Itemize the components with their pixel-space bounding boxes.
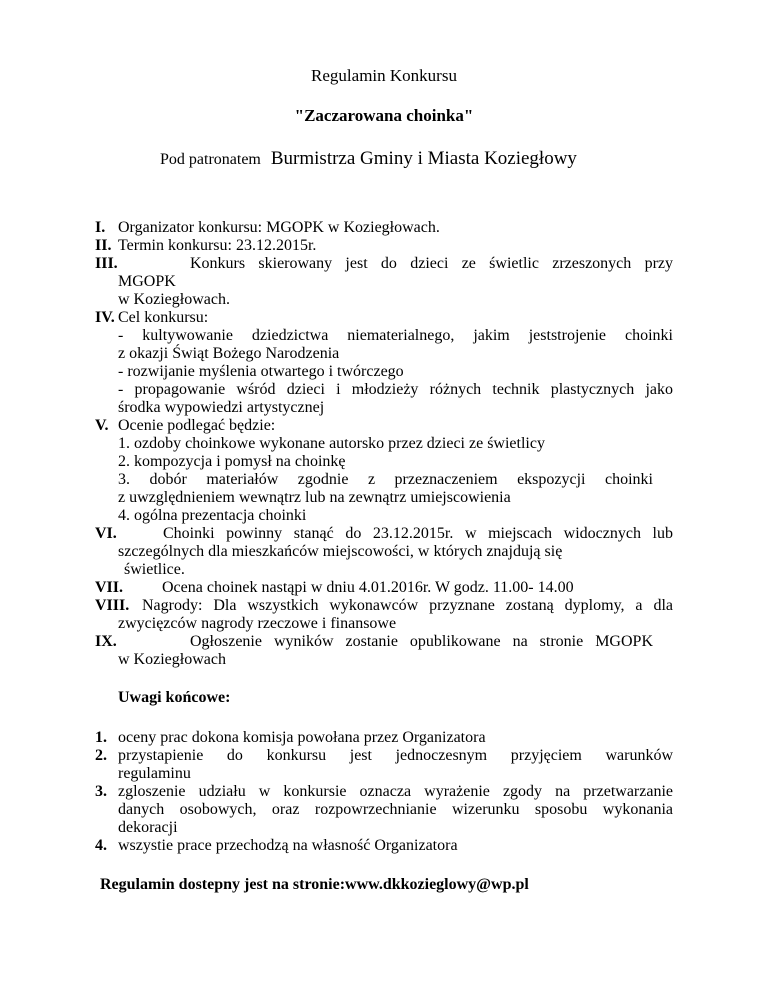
section-text: 1. ozdoby choinkowe wykonane autorsko przez dzieci ze świetlicy: [118, 435, 545, 452]
section-text: Cel konkursu:: [118, 309, 209, 326]
section-text: - kultywowanie dziedzictwa niematerialnego, jakim jeststrojenie choinki: [118, 327, 673, 344]
section-text: 2. kompozycja i pomysł na choinkę: [118, 453, 346, 470]
remark-number: 4.: [95, 837, 107, 854]
remark-text: danych osobowych, oraz rozpowrzechnianie wizerunku sposobu wykonania: [118, 801, 673, 818]
section-text: Ocena choinek nastąpi w dniu 4.01.2016r. W godz. 11.00- 14.00: [162, 579, 574, 596]
section-text: Ogłoszenie wyników zostanie opublikowane na stronie MGOPK: [190, 633, 653, 650]
patronage-name: Burmistrza Gminy i Miasta Koziegłowy: [270, 148, 577, 169]
section-numeral: IX.: [95, 633, 117, 650]
section-text: Choinki powinny stanąć do 23.12.2015r. w miejscach widocznych lub: [163, 525, 673, 542]
section-text: z okazji Świąt Bożego Narodzenia: [118, 345, 340, 362]
section-numeral: VIII.: [95, 597, 130, 614]
section-numeral: II.: [95, 237, 112, 254]
remark-number: 1.: [95, 729, 107, 746]
remarks-heading: Uwagi końcowe:: [118, 689, 231, 706]
section-text: Ocenie podlegać będzie:: [118, 417, 276, 434]
remark-text: dekoracji: [118, 819, 178, 836]
section-text: Nagrody: Dla wszystkich wykonawców przyznane zostaną dyplomy, a dla: [142, 597, 673, 614]
section-text: MGOPK: [118, 273, 176, 290]
section-text: - propagowanie wśród dzieci i młodzieży różnych technik plastycznych jako: [118, 381, 673, 398]
remark-text: regulaminu: [118, 765, 191, 782]
section-text: w Koziegłowach: [118, 651, 226, 668]
section-text: Konkurs skierowany jest do dzieci ze świetlic zrzeszonych przy: [190, 255, 673, 272]
section-text: 4. ogólna prezentacja choinki: [118, 507, 307, 524]
document-title: Regulamin Konkursu: [311, 66, 457, 85]
section-text: z uwzględnieniem wewnątrz lub na zewnątrz umiejscowienia: [118, 489, 511, 506]
patronage-label: Pod patronatem: [160, 151, 261, 168]
section-text: Organizator konkursu: MGOPK w Koziegłowach.: [118, 219, 440, 236]
section-text: środka wypowiedzi artystycznej: [118, 399, 325, 416]
section-numeral: I.: [95, 219, 106, 236]
section-text: - rozwijanie myślenia otwartego i twórczego: [118, 363, 404, 380]
footer-website-note: Regulamin dostepny jest na stronie:www.dkkozieglowy@wp.pl: [100, 876, 529, 893]
section-text: Termin konkursu: 23.12.2015r.: [118, 237, 317, 254]
section-text: w Koziegłowach.: [118, 291, 230, 308]
remark-text: wszystie prace przechodzą na własność Organizatora: [118, 837, 458, 854]
section-numeral: VII.: [95, 579, 124, 596]
section-text: świetlice.: [124, 561, 185, 578]
remark-number: 3.: [95, 783, 107, 800]
section-text: szczególnych dla mieszkańców miejscowości, w których znajdują się: [118, 543, 563, 560]
remark-text: oceny prac dokona komisja powołana przez Organizatora: [118, 729, 486, 746]
section-numeral: V.: [95, 417, 109, 434]
section-numeral: IV.: [95, 309, 115, 326]
section-text: 3. dobór materiałów zgodnie z przeznaczeniem ekspozycji choinki: [118, 471, 653, 488]
section-numeral: III.: [95, 255, 118, 272]
remark-text: zgloszenie udziału w konkursie oznacza wyrażenie zgody na przetwarzanie: [118, 783, 673, 800]
remark-number: 2.: [95, 747, 107, 764]
section-text: zwycięzców nagrody rzeczowe i finansowe: [118, 615, 397, 632]
patronage-line: [160, 148, 577, 170]
remark-text: przystapienie do konkursu jest jednoczesnym przyjęciem warunków: [118, 747, 673, 764]
section-numeral: VI.: [95, 525, 117, 542]
document-subtitle: "Zaczarowana choinka": [294, 106, 474, 125]
